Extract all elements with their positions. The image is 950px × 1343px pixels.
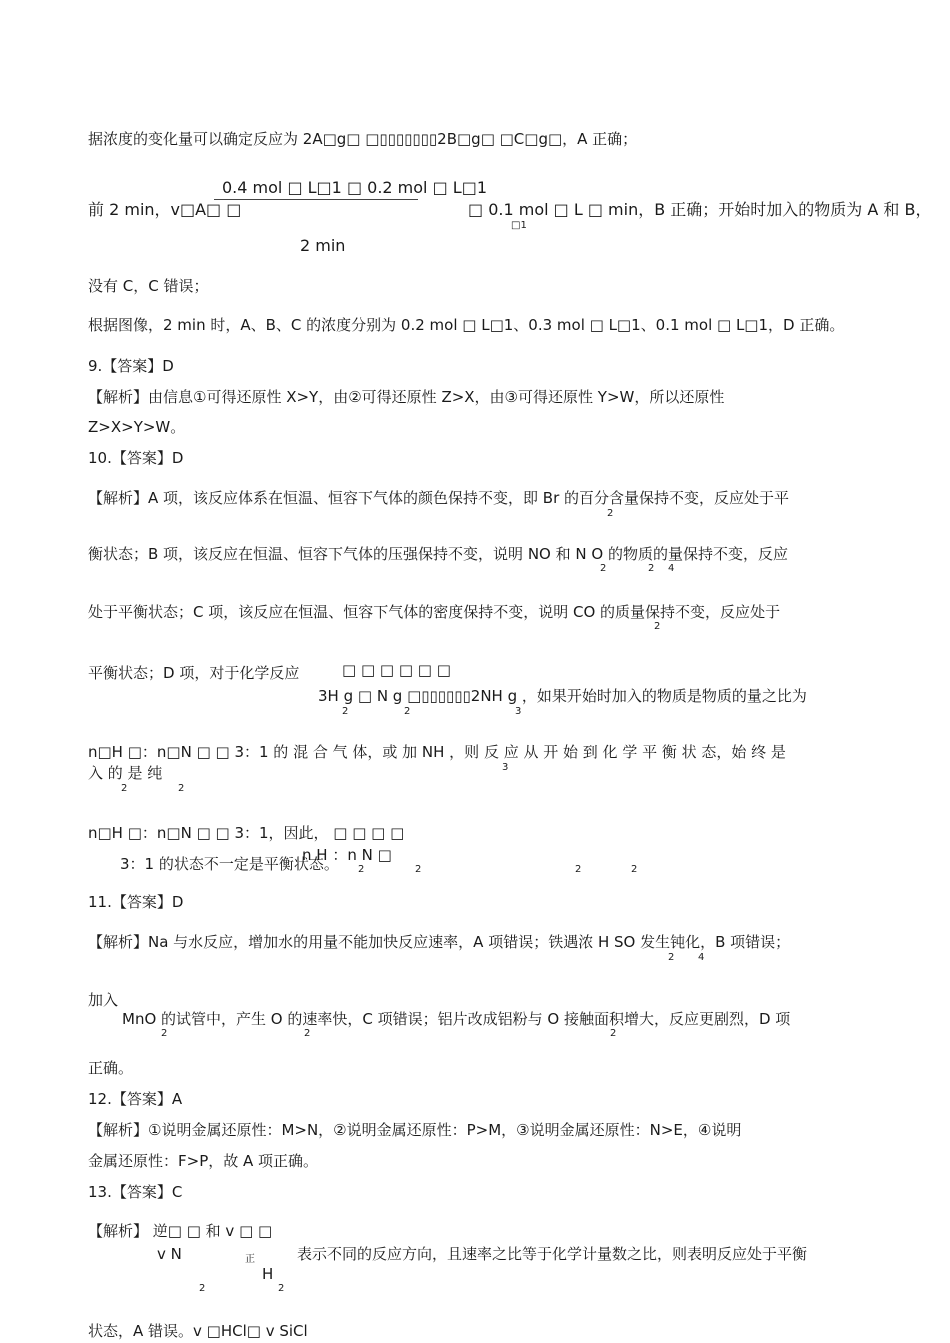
- subscript: 2: [161, 1028, 168, 1039]
- subscript: 2: [654, 621, 661, 632]
- text-line: 加入: [88, 991, 119, 1009]
- subscript: 2: [178, 783, 185, 794]
- text-line: Z>X>Y>W。: [88, 418, 186, 436]
- text-line: H: [262, 1265, 274, 1283]
- text-line: 前 2 min，v□A□ □: [88, 200, 242, 219]
- subscript: 2: [121, 783, 128, 794]
- equation: 3H g □ N g □▯▯▯▯▯▯2NH g ，如果开始时加入的物质是物质的量之比为: [318, 687, 807, 705]
- subscript: 2: [415, 864, 422, 875]
- subscript: 3: [515, 706, 522, 717]
- text-line: 【解析】Na 与水反应，增加水的用量不能加快反应速率，A 项错误；铁遇浓 H SO 发生钝化，B 项错误；: [88, 933, 791, 951]
- subscript: 2: [575, 864, 582, 875]
- superscript: □1: [511, 220, 527, 231]
- text-line: n H ：n N □: [302, 846, 392, 864]
- text-line: 衡状态；B 项，该反应在恒温、恒容下气体的压强保持不变，说明 NO 和 N O 的物质的量保持不变，反应: [88, 545, 788, 563]
- answer-heading: 13.【答案】C: [88, 1183, 183, 1201]
- text-line: 状态，A 错误。v □HCl□ v SiCl: [88, 1322, 308, 1340]
- text-line: 【解析】由信息①可得还原性 X>Y，由②可得还原性 Z>X，由③可得还原性 Y>W，所以还原性: [88, 388, 725, 406]
- text-line: n□H □：n□N □ □ 3：1，因此， □ □ □ □: [88, 824, 405, 842]
- text-line: 处于平衡状态；C 项，该反应在恒温、恒容下气体的密度保持不变，说明 CO 的质量保持不变，反应处于: [88, 603, 781, 621]
- text-line: 3：1 的状态不一定是平衡状态。: [120, 855, 339, 873]
- text-line: 表示不同的反应方向，且速率之比等于化学计量数之比，则表明反应处于平衡: [297, 1245, 808, 1263]
- text-line: 入 的 是 纯: [88, 764, 163, 782]
- text-line: 据浓度的变化量可以确定反应为 2A□g□ □▯▯▯▯▯▯▯2B□g□ □C□g□，A 正确；: [88, 130, 638, 148]
- subscript: 4: [668, 563, 675, 574]
- subscript: 2: [358, 864, 365, 875]
- subscript: 2: [631, 864, 638, 875]
- fraction-numerator: 0.4 mol □ L□1 □ 0.2 mol □ L□1: [222, 178, 487, 197]
- text-line: □ □ □ □ □ □: [342, 661, 451, 679]
- answer-heading: 11.【答案】D: [88, 893, 184, 911]
- text-line: 正确。: [88, 1059, 134, 1077]
- subscript: 2: [404, 706, 411, 717]
- subscript: 2: [278, 1283, 285, 1294]
- subscript: 2: [607, 508, 614, 519]
- text-line: MnO 的试管中，产生 O 的速率快，C 项错误；铝片改成铝粉与 O 接触面积增大，反应更剧烈，D 项: [122, 1010, 791, 1028]
- text-line: 【解析】 逆□ □ 和 v □ □: [88, 1222, 273, 1240]
- subscript: 2: [304, 1028, 311, 1039]
- subscript: 2: [648, 563, 655, 574]
- answer-heading: 9.【答案】D: [88, 357, 174, 375]
- subscript: 4: [698, 952, 705, 963]
- subscript: 正: [245, 1254, 255, 1265]
- text-line: 平衡状态；D 项，对于化学反应: [88, 664, 300, 682]
- subscript: 2: [199, 1283, 206, 1294]
- subscript: 3: [502, 762, 509, 773]
- text-line: 没有 C，C 错误；: [88, 277, 209, 295]
- text-line: 【解析】A 项，该反应体系在恒温、恒容下气体的颜色保持不变，即 Br 的百分含量保持不变，反应处于平: [88, 489, 790, 507]
- text-line: v N: [157, 1245, 182, 1263]
- answer-heading: 12.【答案】A: [88, 1090, 183, 1108]
- text-line: □ 0.1 mol □ L □ min，B 正确；开始时加入的物质为 A 和 B，: [468, 200, 932, 219]
- answer-heading: 10.【答案】D: [88, 449, 184, 467]
- text-line: n□H □：n□N □ □ 3：1 的 混 合 气 体，或 加 NH ，则 反 应 从 开 始 到 化 学 平 衡 状 态，始 终 是: [88, 743, 786, 761]
- text-line: 【解析】①说明金属还原性：M>N，②说明金属还原性：P>M，③说明金属还原性：N>E，④说明: [88, 1121, 742, 1139]
- text-line: 根据图像，2 min 时，A、B、C 的浓度分别为 0.2 mol □ L□1、0.3 mol □ L□1、0.1 mol □ L□1，D 正确。: [88, 316, 845, 334]
- subscript: 2: [610, 1028, 617, 1039]
- fraction-denominator: 2 min: [300, 236, 346, 255]
- subscript: 2: [600, 563, 607, 574]
- text-line: 金属还原性：F>P，故 A 项正确。: [88, 1152, 319, 1170]
- subscript: 2: [342, 706, 349, 717]
- fraction-bar: [214, 199, 418, 200]
- subscript: 2: [668, 952, 675, 963]
